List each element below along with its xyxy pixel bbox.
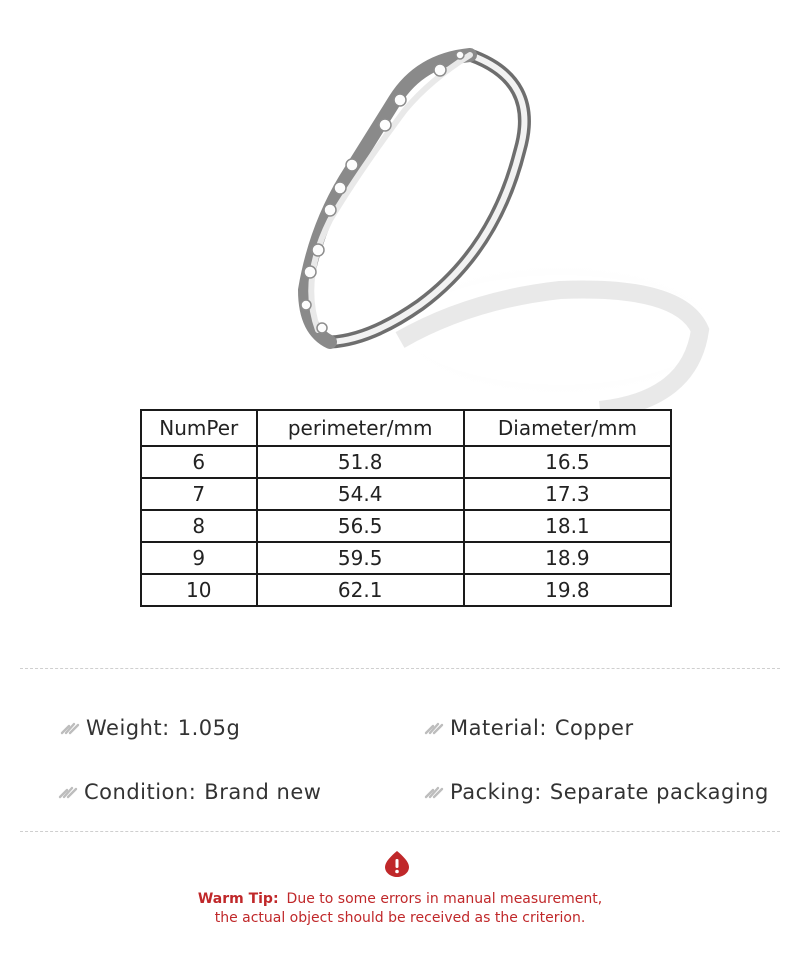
table-row [141,446,671,478]
warning-icon [383,850,411,878]
cell-diameter: 18.1 [464,510,671,542]
cell-perimeter: 54.4 [257,478,464,510]
cell-size: 10 [141,574,257,606]
ring-product-image [0,0,800,420]
size-table [140,409,672,607]
table-row [141,510,671,542]
cell-perimeter: 51.8 [257,446,464,478]
cell-perimeter: 56.5 [257,510,464,542]
cell-size: 9 [141,542,257,574]
warm-tip-line-1 [0,890,800,909]
spec-packing [424,780,769,804]
table-header-row [141,410,671,446]
warm-tip-line-2 [0,909,800,928]
table-row [141,574,671,606]
divider-bottom [20,831,780,832]
leaf-icon [58,785,78,799]
spec-condition [58,780,321,804]
spec-condition-value: Brand new [204,780,322,804]
table-row [141,478,671,510]
warm-tip-text-1: Due to some errors in manual measurement, [286,891,603,907]
cell-diameter: 18.9 [464,542,671,574]
divider-top [20,668,780,669]
cell-size: 6 [141,446,257,478]
spec-material-label: Material: [450,716,547,740]
cell-diameter: 19.8 [464,574,671,606]
leaf-icon [60,721,80,735]
spec-weight-value: 1.05g [177,716,241,740]
spec-condition-label: Condition: [84,780,197,804]
spec-packing-label: Packing: [450,780,542,804]
spec-material [424,716,634,740]
header-diameter: Diameter/mm [464,410,671,446]
leaf-icon [424,785,444,799]
leaf-icon [424,721,444,735]
spec-material-value: Copper [554,716,634,740]
spec-weight [60,716,240,740]
header-numper: NumPer [141,410,257,446]
cell-perimeter: 59.5 [257,542,464,574]
cell-perimeter: 62.1 [257,574,464,606]
cell-size: 7 [141,478,257,510]
header-perimeter: perimeter/mm [257,410,464,446]
spec-weight-label: Weight: [86,716,170,740]
cell-diameter: 17.3 [464,478,671,510]
size-table-container [140,409,672,607]
warm-tip-label: Warm Tip: [197,891,279,907]
cell-size: 8 [141,510,257,542]
cell-diameter: 16.5 [464,446,671,478]
table-row [141,542,671,574]
warm-tip-text-2: the actual object should be received as the criterion. [214,910,586,926]
spec-packing-value: Separate packaging [549,780,769,804]
